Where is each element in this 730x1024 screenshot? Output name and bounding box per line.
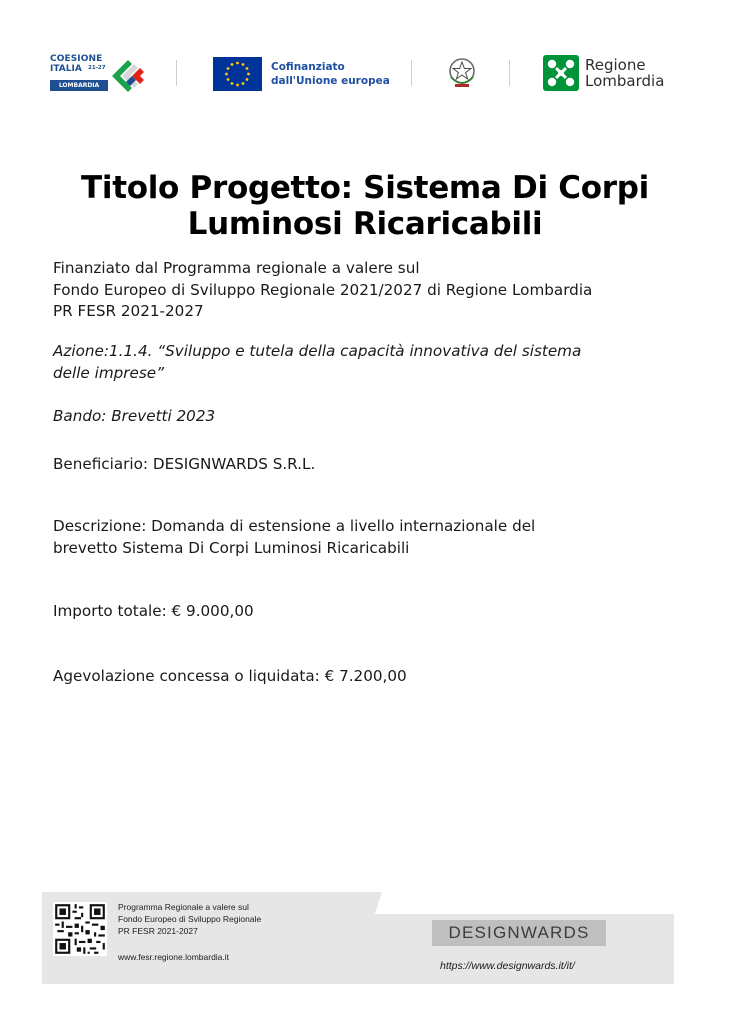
qr-code-icon[interactable] [53,902,107,956]
coesione-logo-icon [108,56,146,94]
eu-text [271,60,390,88]
importo-totale: Importo totale: € 9.000,00 [53,602,254,620]
beneficiario-text: Beneficiario: DESIGNWARDS S.R.L. [53,455,316,473]
footer-banner [42,892,674,984]
footer-program-line3: PR FESR 2021-2027 [118,926,198,936]
eu-line1: Cofinanziato [271,61,345,73]
funding-statement [53,258,693,323]
italia-label: ITALIA [50,64,82,74]
title-line2: Luminosi Ricaricabili [187,206,543,242]
logo-bar [48,50,678,100]
coesione-italia-logo [50,54,145,96]
descrizione-line1: Descrizione: Domanda di estensione a livello internazionale del [53,517,536,535]
regione-lombardia-logo [543,55,678,93]
project-title [40,170,690,242]
azione-line1: Azione:1.1.4. “Sviluppo e tutela della capacità innovativa del sistema [53,342,582,360]
descrizione-text [53,516,693,559]
eu-cofinanced-logo [213,56,413,92]
footer-program-line1: Programma Regionale a valere sul [118,902,249,912]
azione-text [53,341,693,384]
lombardia-logo-icon [543,55,579,91]
bando-text: Bando: Brevetti 2023 [53,407,216,425]
separator [509,60,510,86]
coesione-label: COESIONE [50,54,103,64]
lombardia-badge: LOMBARDIA [50,80,108,91]
years-label: 21-27 [88,65,106,71]
regione-label: Regione [585,56,646,74]
fesr-link[interactable]: www.fesr.regione.lombardia.it [118,952,230,962]
funding-line2: Fondo Europeo di Sviluppo Regionale 2021/2027 di Regione Lombardia [53,280,593,299]
eu-flag-icon [213,57,262,91]
title-line1: Titolo Progetto: Sistema Di Corpi [81,170,649,206]
footer-program-text [118,901,261,937]
designwards-logo: DESIGNWARDS [432,920,606,946]
separator [411,60,412,86]
separator [176,60,177,86]
funding-line3: PR FESR 2021-2027 [53,302,204,320]
footer-program-line2: Fondo Europeo di Sviluppo Regionale [118,914,262,924]
agevolazione-text: Agevolazione concessa o liquidata: € 7.200,00 [53,667,407,685]
eu-line2: dall'Unione europea [271,75,390,87]
designwards-link[interactable]: https://www.designwards.it/it/ [440,960,575,972]
lombardia-text [585,57,664,89]
descrizione-line2: brevetto Sistema Di Corpi Luminosi Ricaricabili [53,538,410,557]
azione-line2: delle imprese” [53,363,164,382]
funding-line1: Finanziato dal Programma regionale a valere sul [53,259,420,277]
italian-emblem-icon [446,55,478,91]
lombardia-label: Lombardia [585,72,665,90]
